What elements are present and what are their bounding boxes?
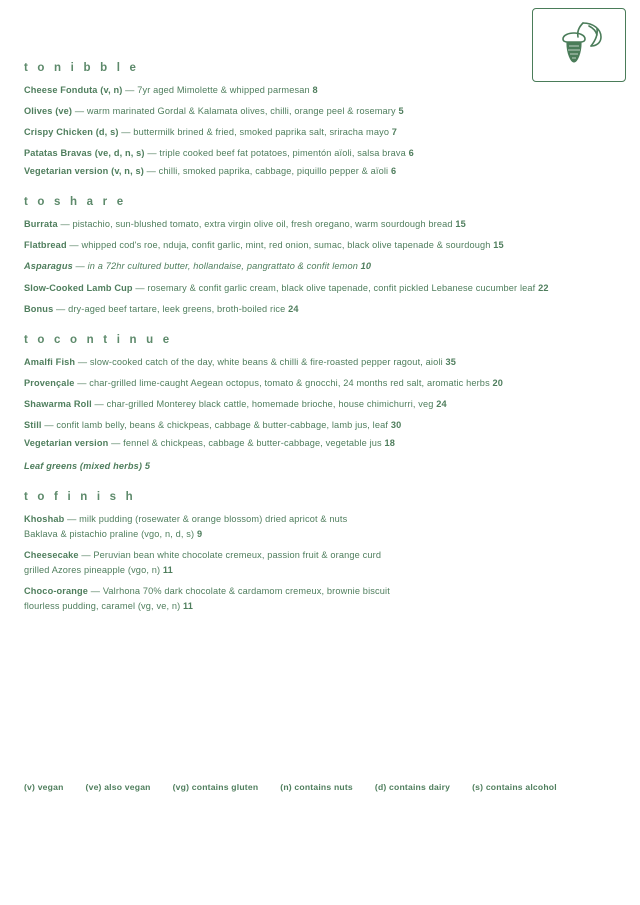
item-price: 11 bbox=[162, 565, 173, 576]
item-name: Vegetarian version bbox=[24, 437, 109, 448]
allergen-legend bbox=[24, 782, 618, 792]
legend-item: (d) contains dairy bbox=[374, 782, 451, 792]
item-name: Crispy Chicken bbox=[24, 127, 93, 138]
menu-item bbox=[24, 84, 618, 97]
item-subline-text: flourless pudding, caramel (vg, ve, n) bbox=[24, 601, 181, 612]
item-subline bbox=[24, 528, 618, 541]
item-allergens: (d, s) bbox=[95, 127, 119, 138]
menu-item bbox=[24, 585, 618, 613]
menu-item bbox=[24, 356, 618, 369]
item-name: Cheesecake bbox=[24, 550, 79, 561]
item-price: 35 bbox=[445, 356, 456, 367]
item-subline bbox=[24, 600, 618, 613]
menu-item bbox=[24, 513, 618, 541]
legend-item: (n) contains nuts bbox=[280, 782, 353, 792]
item-description: — char-grilled Monterey black cattle, homemade brioche, house chimichurri, veg bbox=[94, 398, 434, 409]
section-title: t o n i b b l e bbox=[24, 62, 140, 74]
item-description: — buttermilk brined & fried, smoked paprika salt, sriracha mayo bbox=[121, 127, 390, 138]
item-allergens: (v, n) bbox=[100, 85, 123, 95]
item-name: Patatas Bravas bbox=[24, 148, 92, 159]
menu-item bbox=[24, 549, 618, 577]
item-description: — in a 72hr cultured butter, hollandaise, pangrattato & confit lemon bbox=[75, 261, 358, 272]
item-price: 24 bbox=[436, 398, 447, 409]
item-description: — chilli, smoked paprika, cabbage, piquillo pepper & aïoli bbox=[146, 166, 389, 177]
item-name: Asparagus bbox=[24, 261, 73, 272]
menu-item bbox=[24, 165, 618, 178]
menu-item bbox=[24, 419, 618, 432]
item-name: Still bbox=[24, 419, 42, 430]
menu-item bbox=[24, 398, 618, 411]
legend-item: (s) contains alcohol bbox=[472, 782, 557, 792]
item-description: — slow-cooked catch of the day, white beans & chilli & fire-roasted pepper ragout, aioli bbox=[77, 356, 443, 367]
menu-item bbox=[24, 126, 618, 139]
item-name: Shawarma Roll bbox=[24, 398, 92, 409]
item-price: 8 bbox=[312, 85, 318, 95]
item-name: Khoshab bbox=[24, 514, 65, 524]
legend-item: (v) vegan bbox=[24, 782, 64, 792]
section-title: t o s h a r e bbox=[24, 196, 127, 209]
item-name: Vegetarian version bbox=[24, 166, 109, 177]
item-price: 6 bbox=[408, 148, 414, 159]
item-price: 6 bbox=[390, 166, 397, 177]
item-price: 24 bbox=[288, 303, 299, 314]
item-allergens: (v, n, s) bbox=[111, 166, 144, 177]
item-description: — dry-aged beef tartare, leek greens, broth-boiled rice bbox=[56, 303, 286, 314]
menu-item bbox=[24, 239, 618, 252]
item-description: — triple cooked beef fat potatoes, pimentón aïoli, salsa brava bbox=[147, 148, 406, 159]
item-description: — pistachio, sun-blushed tomato, extra virgin olive oil, fresh oregano, warm sourdough bread bbox=[60, 219, 453, 230]
item-name: Choco-orange bbox=[24, 586, 89, 597]
item-price: 7 bbox=[391, 127, 398, 138]
item-price: 11 bbox=[183, 601, 194, 612]
item-price: 30 bbox=[390, 419, 402, 430]
item-name: Provençale bbox=[24, 377, 75, 388]
legend-item: (ve) also vegan bbox=[85, 782, 151, 792]
legend-item: (vg) contains gluten bbox=[172, 782, 259, 792]
item-description: — warm marinated Gordal & Kalamata olives, chilli, orange peel & rosemary bbox=[74, 106, 396, 117]
item-allergens: (ve) bbox=[55, 106, 73, 117]
item-price: 15 bbox=[493, 240, 504, 251]
item-description: — char-grilled lime-caught Aegean octopus, tomato & gnocchi, 24 months red salt, aromatic herbs bbox=[77, 377, 490, 388]
item-description: — rosemary & confit garlic cream, black olive tapenade, confit pickled Lebanese cucumber leaf bbox=[135, 282, 536, 293]
item-description: — Peruvian bean white chocolate cremeux, passion fruit & orange curd bbox=[81, 550, 382, 561]
item-description: — confit lamb belly, beans & chickpeas, cabbage & butter-cabbage, lamb jus, leaf bbox=[44, 419, 389, 430]
item-name: Cheese Fonduta bbox=[24, 85, 98, 95]
item-name: Burrata bbox=[24, 219, 58, 230]
item-description: — Valrhona 70% dark chocolate & cardamom cremeux, brownie biscuit bbox=[90, 586, 390, 597]
item-name: Slow-Cooked Lamb Cup bbox=[24, 282, 133, 293]
item-name: Amalfi Fish bbox=[24, 356, 76, 367]
section-title: t o c o n t i n u e bbox=[24, 333, 173, 346]
item-price: 5 bbox=[144, 460, 151, 471]
item-price: 9 bbox=[196, 529, 203, 540]
menu-item bbox=[24, 460, 618, 473]
menu-item bbox=[24, 282, 618, 295]
item-name: Leaf greens (mixed herbs) bbox=[24, 460, 143, 471]
item-subline-text: grilled Azores pineapple (vgo, n) bbox=[24, 565, 161, 576]
menu-item bbox=[24, 105, 618, 118]
item-description: — fennel & chickpeas, cabbage & butter-cabbage, vegetable jus bbox=[111, 437, 382, 448]
section-nibbles bbox=[24, 62, 618, 178]
item-price: 5 bbox=[398, 106, 404, 117]
item-price: 10 bbox=[360, 261, 372, 272]
section-finish bbox=[24, 491, 618, 613]
menu-item bbox=[24, 377, 618, 390]
item-name: Olives bbox=[24, 106, 53, 117]
menu-item bbox=[24, 147, 618, 160]
menu-item bbox=[24, 437, 618, 450]
section-share bbox=[24, 196, 618, 315]
item-description: — 7yr aged Mimolette & whipped parmesan bbox=[125, 85, 310, 95]
item-price: 22 bbox=[538, 282, 549, 293]
item-name: Flatbread bbox=[24, 240, 67, 251]
item-price: 18 bbox=[384, 437, 395, 448]
menu-item bbox=[24, 260, 618, 273]
item-allergens: (ve, d, n, s) bbox=[94, 148, 145, 159]
item-subline-text: Baklava & pistachio praline (vgo, n, d, s) bbox=[24, 529, 195, 540]
menu-item bbox=[24, 303, 618, 316]
item-price: 20 bbox=[492, 377, 504, 388]
item-subline bbox=[24, 564, 618, 577]
section-title: t o f i n i s h bbox=[24, 491, 136, 503]
section-continue bbox=[24, 334, 618, 473]
item-name: Bonus bbox=[24, 303, 54, 314]
menu-content bbox=[24, 62, 618, 631]
item-price: 15 bbox=[455, 219, 466, 230]
menu-item bbox=[24, 218, 618, 231]
item-description: — whipped cod's roe, nduja, confit garlic, mint, red onion, sumac, black olive tapenade & sourdough bbox=[69, 240, 491, 251]
item-description: — milk pudding (rosewater & orange blossom) dried apricot & nuts bbox=[67, 514, 348, 524]
